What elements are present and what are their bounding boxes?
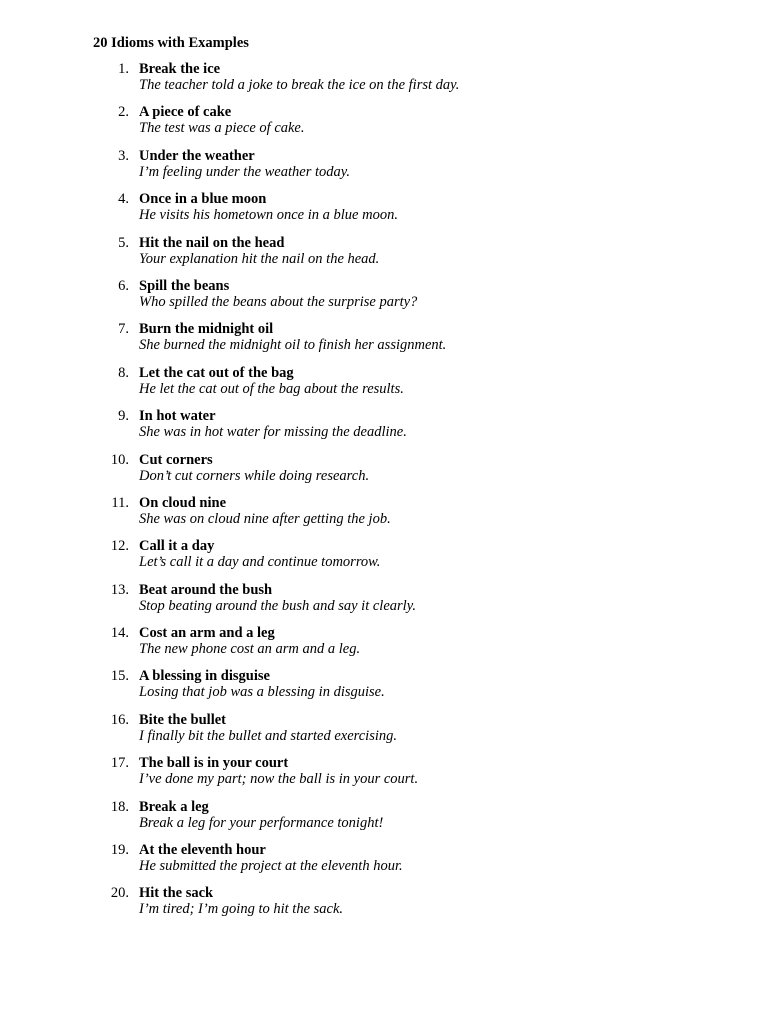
list-item [0,712,768,755]
list-item [0,408,768,451]
idiom-example: She was in hot water for missing the deadline. [139,424,407,441]
idiom-phrase: In hot water [139,408,216,425]
idiom-example: Stop beating around the bush and say it clearly. [139,597,416,614]
idiom-phrase: Call it a day [139,538,215,555]
item-number: 19. [110,842,129,859]
idiom-example: I’ve done my part; now the ball is in your court. [139,771,419,788]
idiom-phrase: At the eleventh hour [139,842,266,859]
list-item [0,321,768,364]
idiom-phrase: Hit the nail on the head [139,234,285,251]
idiom-example: Don’t cut corners while doing research. [139,467,370,484]
idiom-phrase: Under the weather [139,147,255,164]
list-item [0,582,768,625]
item-number: 15. [110,668,129,685]
list-item [0,278,768,321]
item-number: 12. [110,538,129,555]
idiom-example: She burned the midnight oil to finish her assignment. [139,337,447,354]
idiom-example: I’m feeling under the weather today. [139,163,351,180]
idiom-phrase: Break a leg [139,798,209,815]
idiom-phrase: On cloud nine [139,494,227,511]
idiom-example: The teacher told a joke to break the ice on the first day. [139,77,460,93]
idiom-example: Who spilled the beans about the surprise party? [139,293,418,310]
idiom-example: I’m tired; I’m going to hit the sack. [139,901,344,918]
list-item [0,538,768,581]
list-item [0,365,768,408]
idiom-phrase: A piece of cake [139,104,232,121]
item-number: 7. [118,321,129,338]
item-number: 20. [110,885,129,902]
item-number: 17. [110,755,129,772]
list-item [0,799,768,842]
list-item [0,191,768,234]
list-item [0,235,768,278]
idiom-phrase: The ball is in your court [139,755,289,772]
list-item [0,668,768,711]
idiom-phrase: Hit the sack [139,885,214,902]
list-item [0,148,768,191]
item-number: 18. [110,798,129,815]
list-item [0,495,768,538]
list-item [0,885,768,928]
idiom-example: Break a leg for your performance tonight! [139,814,384,831]
idiom-example: She was on cloud nine after getting the job. [139,510,391,527]
idiom-phrase: Cut corners [139,451,213,468]
idiom-example: He submitted the project at the eleventh hour. [139,858,403,875]
item-number: 14. [110,625,129,642]
item-number: 5. [118,234,129,251]
idiom-phrase: Beat around the bush [139,581,273,598]
idiom-example: He visits his hometown once in a blue moon. [139,207,398,224]
idiom-example: Your explanation hit the nail on the head. [139,250,380,267]
idiom-example: The new phone cost an arm and a leg. [139,641,361,658]
item-number: 4. [118,191,129,208]
idiom-example: He let the cat out of the bag about the results. [139,380,404,397]
item-number: 16. [110,711,129,728]
list-item [0,104,768,147]
item-number: 6. [118,277,129,294]
document-title: 20 Idioms with Examples [93,35,249,51]
idiom-phrase: Spill the beans [139,277,230,294]
list-item [0,452,768,495]
item-number: 2. [118,104,129,121]
item-number: 11. [111,494,129,511]
idiom-phrase: Cost an arm and a leg [139,625,275,642]
idiom-phrase: A blessing in disguise [139,668,270,685]
idiom-phrase: Burn the midnight oil [139,321,274,338]
idiom-phrase: Break the ice [139,61,221,77]
list-item [0,61,768,104]
idiom-example: Let’s call it a day and continue tomorrow. [139,554,381,571]
item-number: 1. [118,61,129,77]
list-item [0,625,768,668]
item-number: 10. [110,451,129,468]
idiom-example: Losing that job was a blessing in disguise. [139,684,385,701]
item-number: 9. [118,408,129,425]
idiom-phrase: Let the cat out of the bag [139,364,294,381]
list-item [0,755,768,798]
idiom-list [0,61,768,929]
idiom-phrase: Once in a blue moon [139,191,267,208]
list-item [0,842,768,885]
item-number: 13. [110,581,129,598]
idiom-phrase: Bite the bullet [139,711,226,728]
idiom-example: The test was a piece of cake. [139,120,305,137]
item-number: 3. [118,147,129,164]
idiom-example: I finally bit the bullet and started exercising. [139,727,397,744]
item-number: 8. [118,364,129,381]
